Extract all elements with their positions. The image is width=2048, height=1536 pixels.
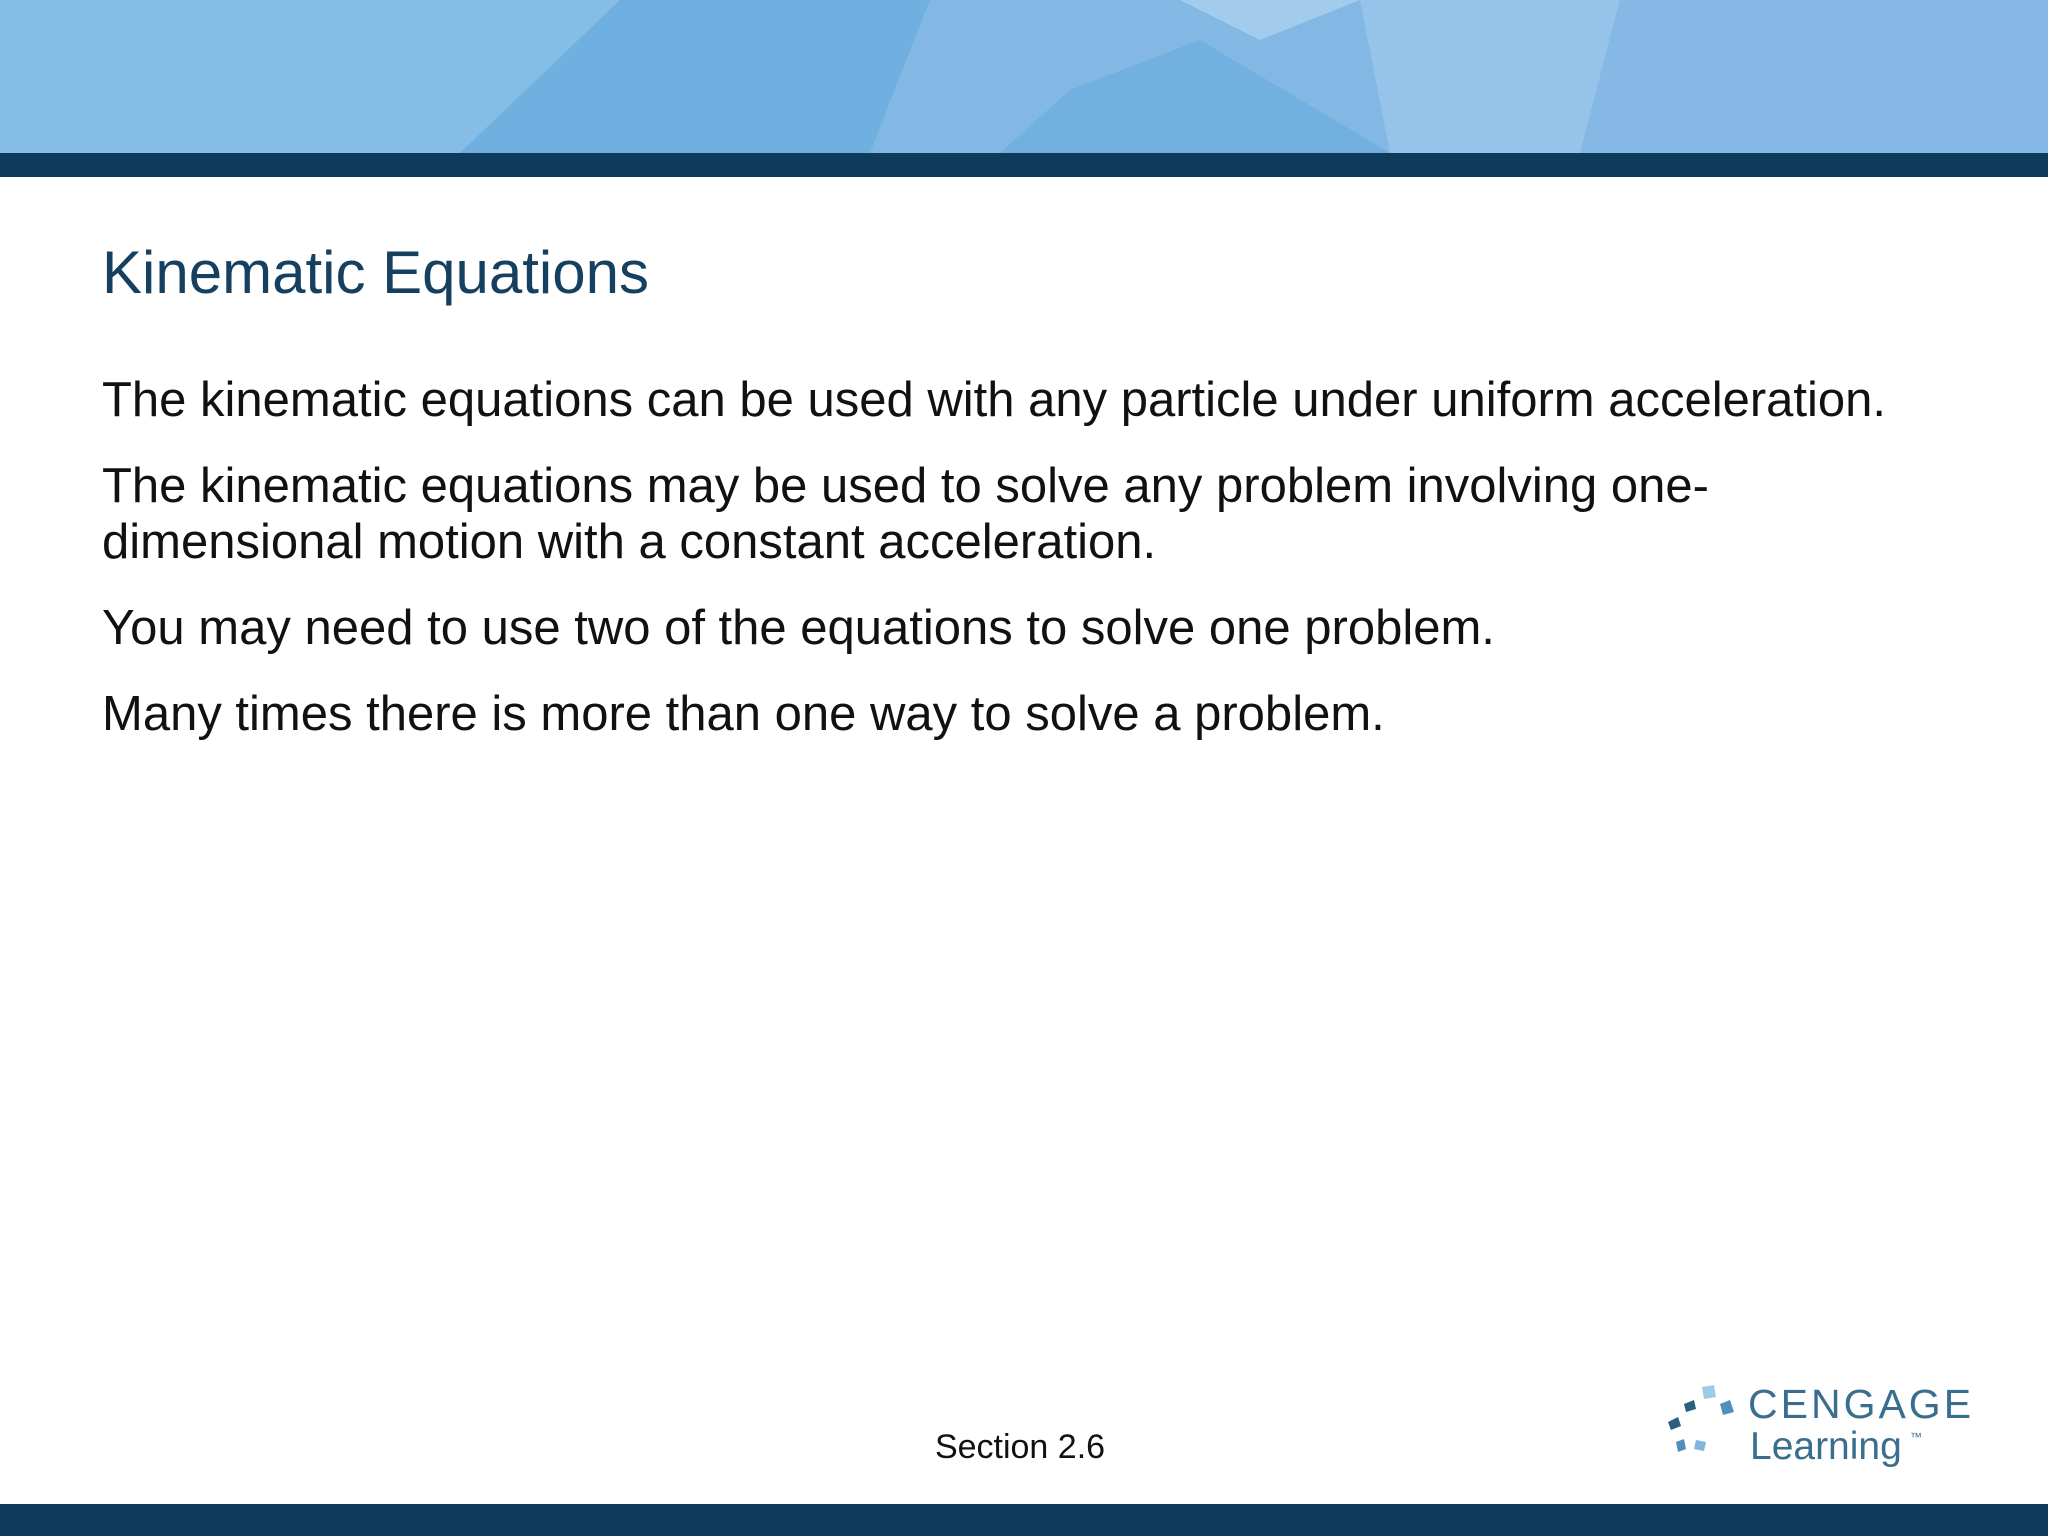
bullet-2: The kinematic equations may be used to solve any problem involving one-dimensional motion with a constant acceleration.	[102, 459, 1709, 569]
cengage-logo-word: CENGAGE	[1748, 1381, 1975, 1427]
logo-trademark: ™	[1910, 1430, 1922, 1444]
slide-title: Kinematic Equations	[102, 239, 649, 306]
header-divider-bar	[0, 153, 2048, 177]
cengage-logo-mark-icon	[1662, 1382, 1742, 1472]
slide-body	[102, 372, 1922, 772]
bullet-3: You may need to use two of the equations to solve one problem.	[102, 601, 1495, 655]
footer-bar	[0, 1504, 2048, 1536]
learning-logo-word: Learning	[1750, 1425, 1902, 1468]
bullet-1: The kinematic equations can be used with any particle under uniform acceleration.	[102, 373, 1887, 427]
header-banner-pattern	[0, 0, 2048, 153]
header-banner	[0, 0, 2048, 153]
cengage-logo	[1662, 1381, 1975, 1472]
footer-section-label: Section 2.6	[934, 1428, 1106, 1466]
bullet-4: Many times there is more than one way to solve a problem.	[102, 687, 1385, 741]
